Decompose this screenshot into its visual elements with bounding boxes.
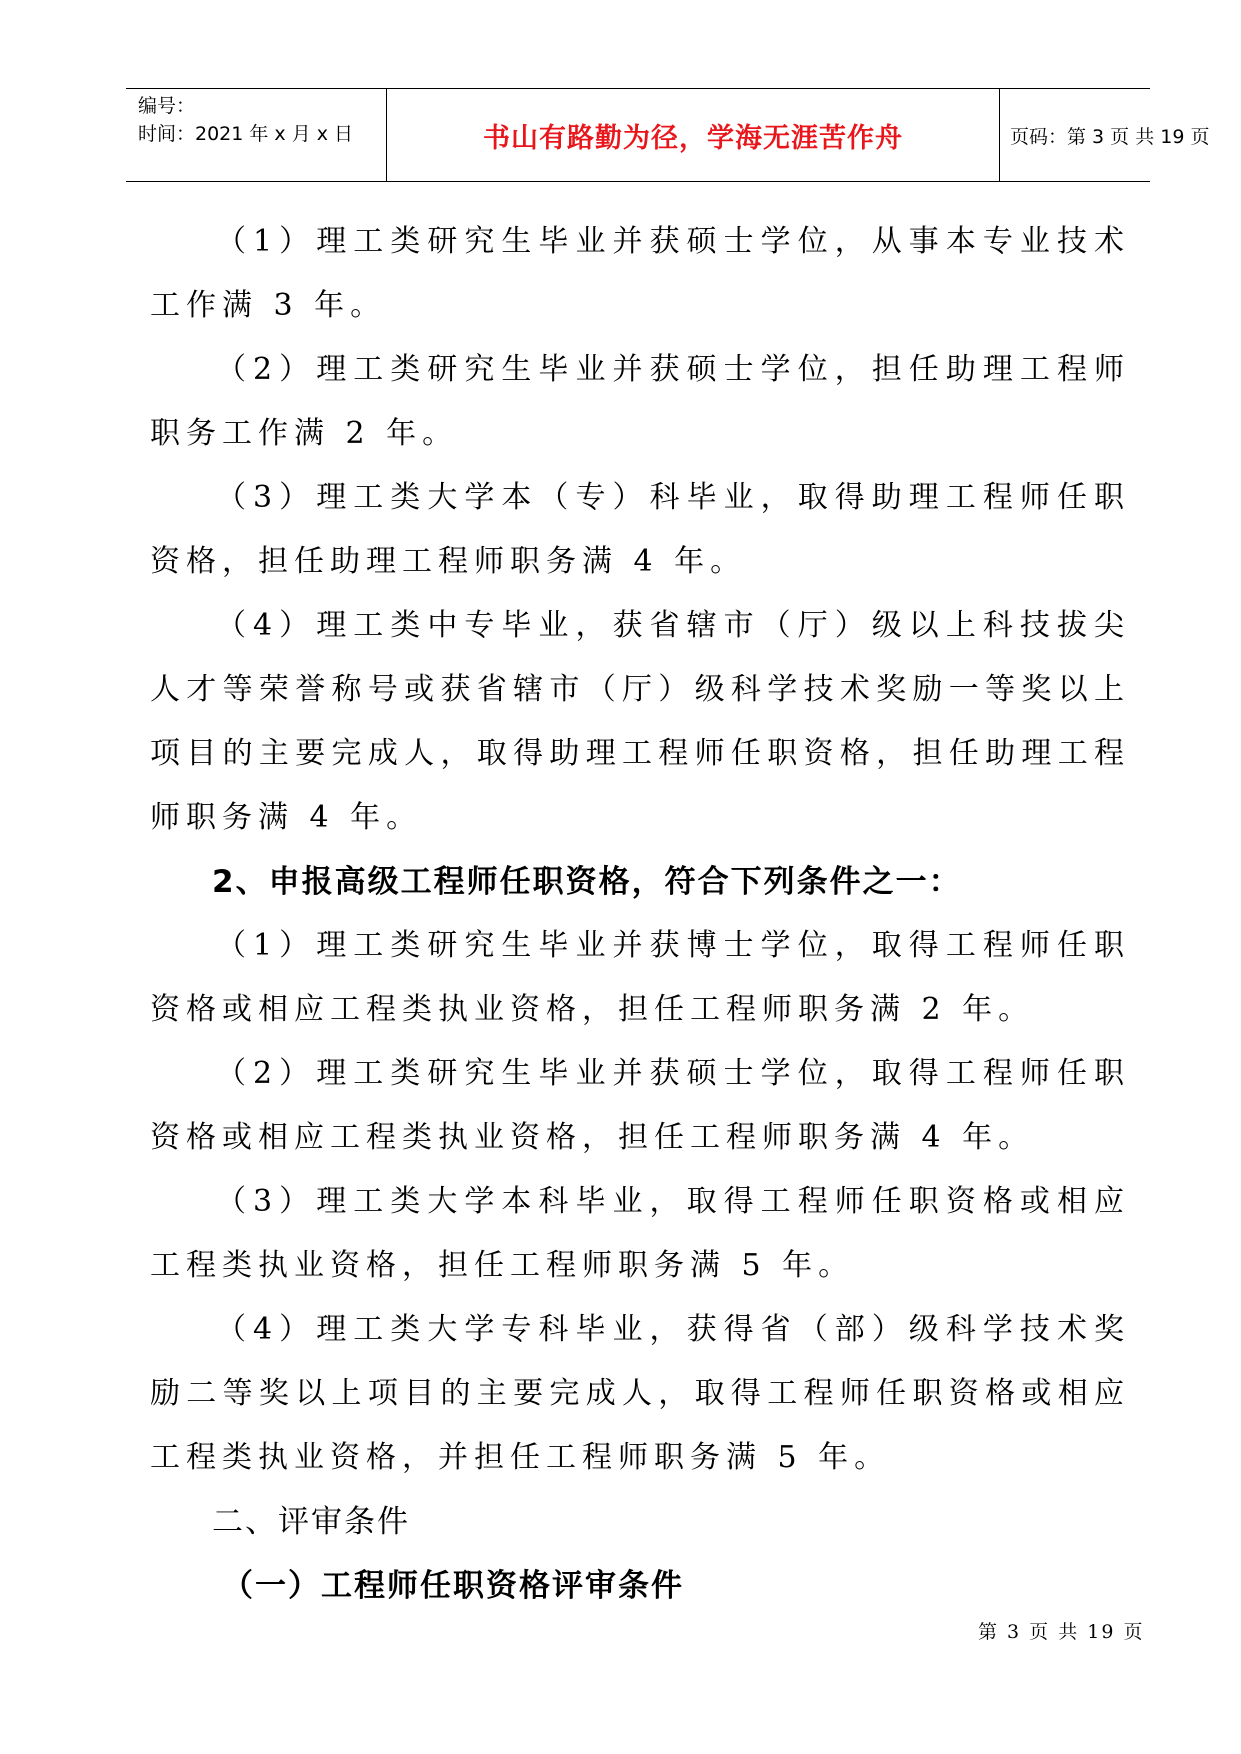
paragraph: （2）理工类研究生毕业并获硕士学位，担任助理工程师职务工作满 2 年。 bbox=[150, 352, 1130, 451]
paragraph: （3）理工类大学本科毕业，取得工程师任职资格或相应工程类执业资格，担任工程师职务满 5 年。 bbox=[150, 1184, 1130, 1283]
section-title: 二、评审条件 bbox=[212, 1504, 410, 1540]
paragraph: （1）理工类研究生毕业并获博士学位，取得工程师任职资格或相应工程类执业资格，担任工程师职务满 2 年。 bbox=[150, 928, 1130, 1027]
page-footer: 第 3 页 共 19 页 bbox=[978, 1621, 1145, 1643]
header-meta-cell bbox=[126, 89, 386, 181]
header-motto: 书山有路勤为径，学海无涯苦作舟 bbox=[483, 122, 903, 154]
heading-senior-engineer: 2、申报高级工程师任职资格，符合下列条件之一： bbox=[212, 864, 962, 900]
paragraph: （3）理工类大学本（专）科毕业，取得助理工程师任职资格，担任助理工程师职务满 4 年。 bbox=[150, 480, 1130, 579]
header-page-cell bbox=[998, 89, 1210, 181]
paragraph: （4）理工类中专毕业，获省辖市（厅）级以上科技拔尖人才等荣誉称号或获省辖市（厅）级科学技术奖励一等奖以上项目的主要完成人，取得助理工程师任职资格，担任助理工程师职务满 4 年。 bbox=[150, 608, 1130, 835]
paragraph: （1）理工类研究生毕业并获硕士学位，从事本专业技术工作满 3 年。 bbox=[150, 224, 1130, 323]
subsection-title: （一）工程师任职资格评审条件 bbox=[222, 1568, 684, 1604]
header-page-label: 页码：第 3 页 共 19 页 bbox=[1010, 125, 1210, 148]
document-time-label: 时间：2021 年 x 月 x 日 bbox=[138, 123, 354, 145]
header-motto-cell bbox=[386, 89, 1000, 181]
paragraph: （4）理工类大学专科毕业，获得省（部）级科学技术奖励二等奖以上项目的主要完成人，取得工程师任职资格或相应工程类执业资格，并担任工程师职务满 5 年。 bbox=[150, 1312, 1130, 1475]
document-number-label: 编号： bbox=[138, 95, 196, 117]
paragraph: （2）理工类研究生毕业并获硕士学位，取得工程师任职资格或相应工程类执业资格，担任工程师职务满 4 年。 bbox=[150, 1056, 1130, 1155]
document-header bbox=[126, 88, 1210, 182]
document-body bbox=[150, 210, 1130, 1618]
